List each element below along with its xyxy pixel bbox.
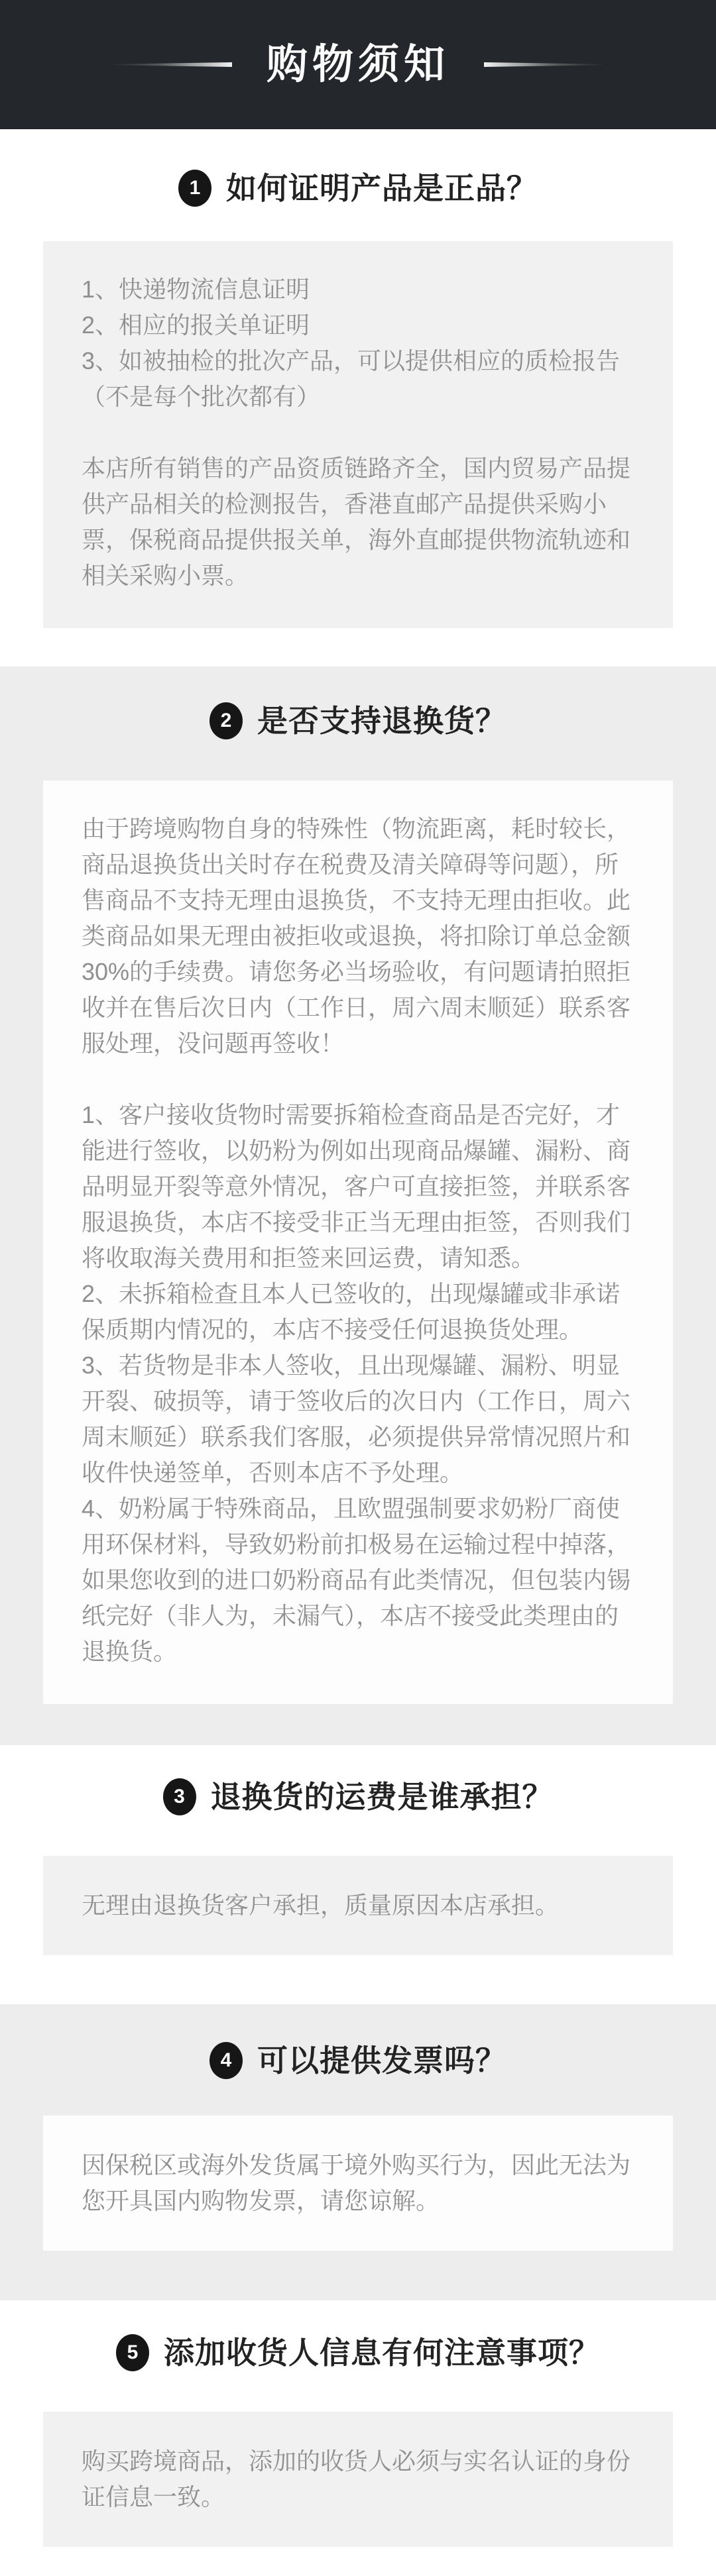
section-heading-recipient-info (0, 2334, 716, 2372)
paragraph: 1、客户接收货物时需要拆箱检查商品是否完好，才能进行签收，以奶粉为例如出现商品爆罐、漏粉、商品明显开裂等意外情况，客户可直接拒签，并联系客服退换货，本店不接受非正当无理由拒签，否则我们将收取海关费用和拒签来回运费，请知悉。 (82, 1101, 631, 1271)
section-question: 是否支持退换货？ (257, 703, 507, 738)
paragraph: 2、相应的报关单证明 (82, 311, 310, 339)
page-title: 购物须知 (266, 41, 449, 87)
section-heading-invoice (0, 2041, 716, 2080)
number-3-badge-icon: 3 (163, 1778, 196, 1815)
section-heading-returns (0, 702, 716, 740)
paragraph (82, 415, 634, 451)
paragraph (82, 1061, 634, 1097)
paragraph: 3、如被抽检的批次产品，可以提供相应的质检报告（不是每个批次都有） (82, 347, 621, 410)
number-5-badge-icon: 5 (116, 2334, 149, 2371)
number-1-badge-icon: 1 (178, 170, 211, 207)
paragraph: 无理由退换货客户承担，质量原因本店承担。 (82, 1892, 560, 1919)
paragraph: 2、未拆箱检查且本人已签收的，出现爆罐或非承诺保质期内情况的，本店不接受任何退换货处理。 (82, 1280, 621, 1343)
paragraph: 本店所有销售的产品资质链路齐全，国内贸易产品提供产品相关的检测报告，香港直邮产品提供采购小票，保税商品提供报关单，海外直邮提供物流轨迹和相关采购小票。 (82, 455, 631, 589)
section-heading-authenticity (0, 169, 716, 207)
paragraph: 由于跨境购物自身的特殊性（物流距离，耗时较长，商品退换货出关时存在税费及清关障碍等问题），所售商品不支持无理由退换货，不支持无理由拒收。此类商品如果无理由被拒收或退换，将扣除订单总金额30%的手续费。请您务必当场验收，有问题请拍照拒收并在售后次日内（工作日，周六周末顺延）联系客服处理，没问题再签收！ (82, 815, 631, 1057)
section-question: 如何证明产品是正品？ (226, 170, 538, 205)
section-body-invoice (43, 2116, 673, 2251)
section-question: 可以提供发票吗？ (257, 2043, 507, 2078)
paragraph: 购买跨境商品，添加的收货人必须与实名认证的身份证信息一致。 (82, 2447, 631, 2510)
title-decoration-line-left (109, 62, 232, 67)
number-2-badge-icon: 2 (209, 702, 243, 739)
paragraph: 因保税区或海外发货属于境外购买行为，因此无法为您开具国内购物发票，请您谅解。 (82, 2151, 631, 2214)
section-body-authenticity (43, 241, 673, 628)
section-band-returns (0, 667, 716, 1745)
title-decoration-line-right (484, 62, 607, 67)
section-body-returns (43, 780, 673, 1704)
section-body-recipient-info (43, 2412, 673, 2547)
number-4-badge-icon: 4 (209, 2042, 243, 2079)
paragraph: 3、若货物是非本人签收，且出现爆罐、漏粉、明显开裂、破损等，请于签收后的次日内（工作日，周六周末顺延）联系我们客服，必须提供异常情况照片和收件快递签单，否则本店不予处理。 (82, 1352, 631, 1486)
section-heading-shipping-fee (0, 1778, 716, 1816)
section-band-invoice (0, 2004, 716, 2300)
paragraph: 1、快递物流信息证明 (82, 276, 310, 303)
section-body-shipping-fee (43, 1856, 673, 1955)
paragraph: 4、奶粉属于特殊商品，且欧盟强制要求奶粉厂商使用环保材料，导致奶粉前扣极易在运输过程中掉落，如果您收到的进口奶粉商品有此类情况，但包装内锡纸完好（非人为，未漏气），本店不接受此类理由的退换货。 (82, 1495, 631, 1665)
section-question: 退换货的运费是谁承担？ (210, 1779, 554, 1814)
page-header (0, 0, 716, 129)
section-question: 添加收货人信息有何注意事项？ (164, 2335, 600, 2370)
